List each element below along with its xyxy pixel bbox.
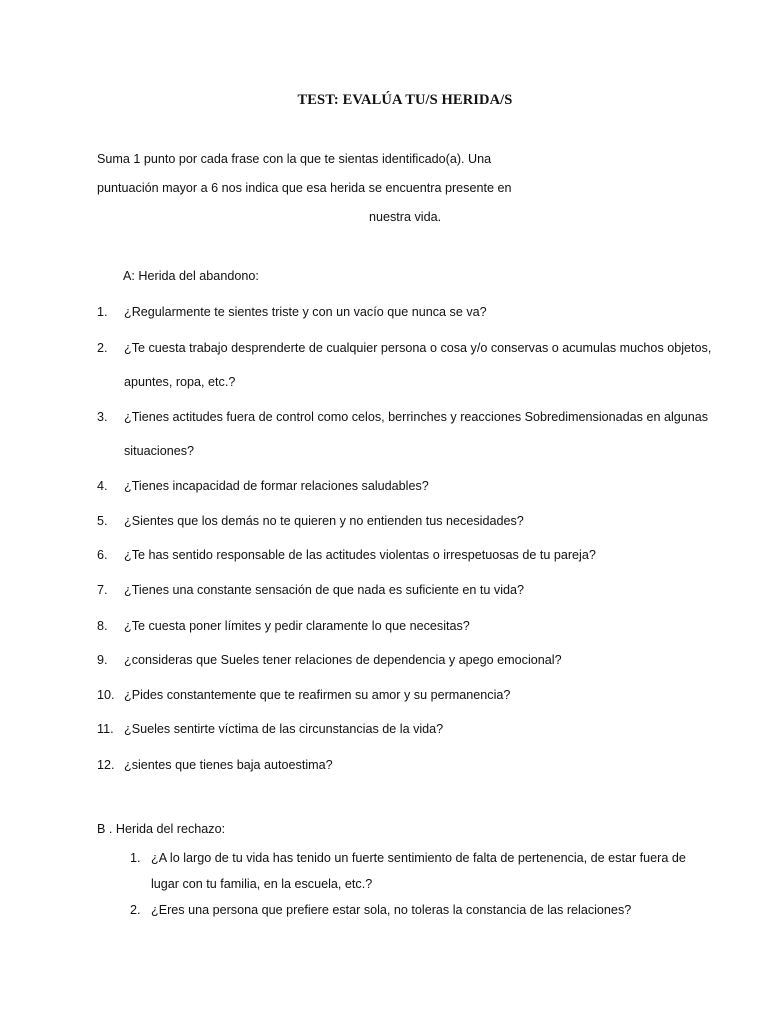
item-text: ¿Regularmente te sientes triste y con un vacío que nunca se va?: [124, 305, 487, 319]
item-text-continued: situaciones?: [124, 444, 195, 458]
item-number: 8.: [97, 619, 108, 633]
intro-line-3: nuestra vida.: [369, 210, 442, 224]
intro-line-1: Suma 1 punto por cada frase con la que te sientas identificado(a). Una: [97, 152, 492, 166]
item-text: ¿Tienes una constante sensación de que nada es suficiente en tu vida?: [124, 583, 525, 597]
item-text: ¿consideras que Sueles tener relaciones de dependencia y apego emocional?: [124, 653, 562, 667]
item-number: 4.: [97, 479, 108, 493]
item-number: 6.: [97, 548, 108, 562]
item-text: ¿A lo largo de tu vida has tenido un fuerte sentimiento de falta de pertenencia, de estar fuera de: [151, 851, 686, 865]
item-number: 12.: [97, 758, 115, 772]
item-number: 3.: [97, 410, 108, 424]
item-number: 5.: [97, 514, 108, 528]
item-number: 10.: [97, 688, 115, 702]
item-text: ¿sientes que tienes baja autoestima?: [124, 758, 333, 772]
intro-line-2: puntuación mayor a 6 nos indica que esa herida se encuentra presente en: [97, 181, 512, 195]
item-text: ¿Te cuesta trabajo desprenderte de cualquier persona o cosa y/o conservas o acumulas muchos objetos,: [124, 341, 712, 355]
item-text: ¿Tienes actitudes fuera de control como celos, berrinches y reacciones Sobredimensionadas en algunas: [124, 410, 709, 424]
item-text: ¿Te has sentido responsable de las actitudes violentas o irrespetuosas de tu pareja?: [124, 548, 596, 562]
section-a-heading: A: Herida del abandono:: [123, 269, 259, 283]
item-number: 11.: [97, 722, 114, 736]
item-text-continued: lugar con tu familia, en la escuela, etc.?: [151, 877, 373, 891]
item-number: 1.: [97, 305, 108, 319]
item-text-continued: apuntes, ropa, etc.?: [124, 375, 236, 389]
item-text: ¿Sientes que los demás no te quieren y no entienden tus necesidades?: [124, 514, 524, 528]
item-number: 9.: [97, 653, 108, 667]
item-text: ¿Te cuesta poner límites y pedir claramente lo que necesitas?: [124, 619, 470, 633]
page-title: TEST: EVALÚA TU/S HERIDA/S: [297, 92, 513, 108]
item-text: ¿Sueles sentirte víctima de las circunstancias de la vida?: [124, 722, 444, 736]
item-number: 2.: [130, 903, 141, 917]
item-number: 7.: [97, 583, 108, 597]
item-text: ¿Tienes incapacidad de formar relaciones saludables?: [124, 479, 429, 493]
item-text: ¿Pides constantemente que te reafirmen su amor y su permanencia?: [124, 688, 511, 702]
item-text: ¿Eres una persona que prefiere estar sola, no toleras la constancia de las relaciones?: [151, 903, 632, 917]
section-b-heading: B . Herida del rechazo:: [97, 822, 226, 836]
item-number: 1.: [130, 851, 141, 865]
item-number: 2.: [97, 341, 108, 355]
